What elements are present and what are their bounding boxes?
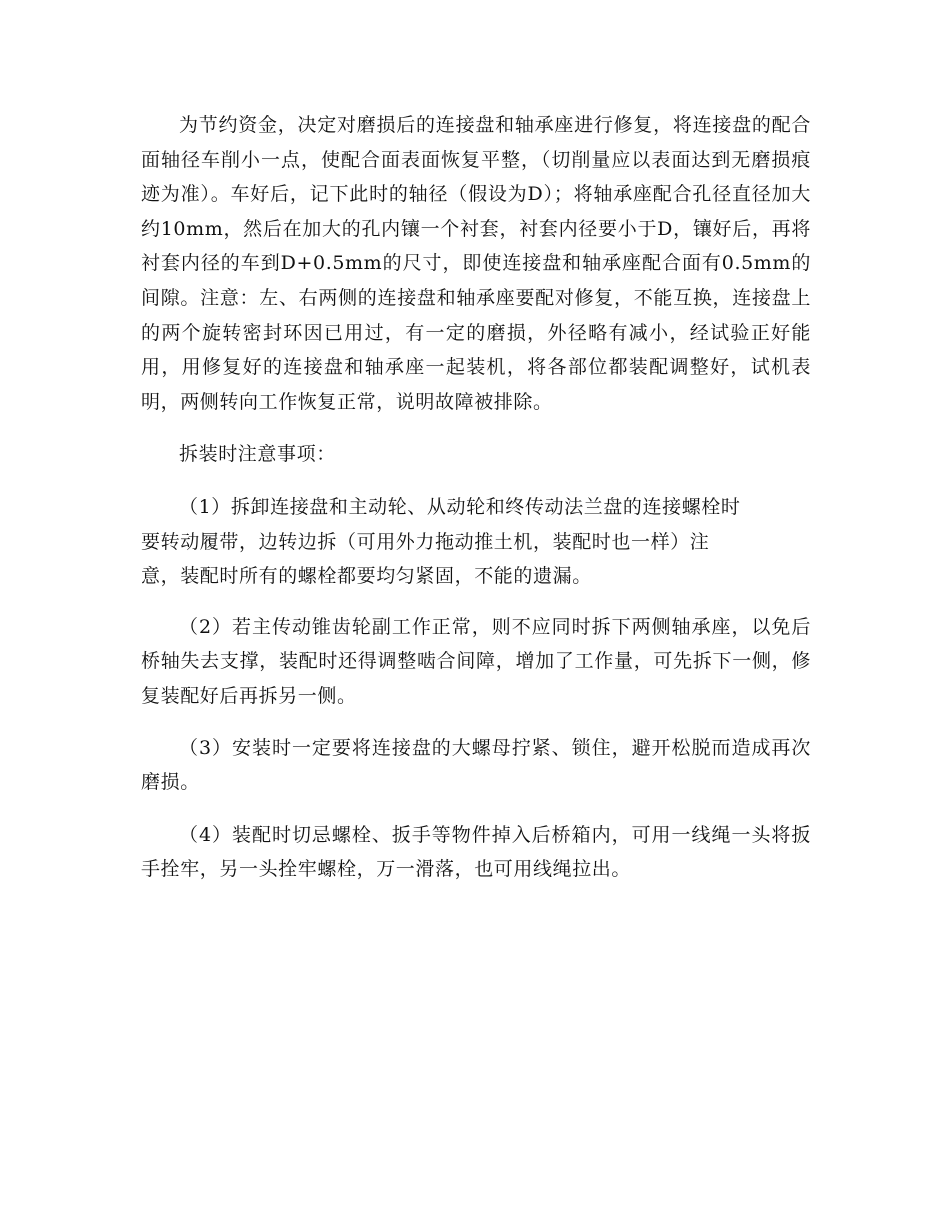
item-1-line-2: 要转动履带，边转边拆（可用外力拖动推土机，装配时也一样）注 bbox=[141, 530, 710, 553]
document-body bbox=[141, 108, 811, 887]
paragraph-item-3: （3）安装时一定要将连接盘的大螺母拧紧、锁住，避开松脱而造成再次磨损。 bbox=[141, 736, 811, 794]
paragraph-item-2: （2）若主传动锥齿轮副工作正常，则不应同时拆下两侧轴承座，以免后桥轴失去支撑，装配时还得调整啮合间障，增加了工作量，可先拆下一侧，修复装配好后再拆另一侧。 bbox=[141, 615, 811, 707]
item-1-line-3: 意，装配时所有的螺栓都要均匀紧固，不能的遗漏。 bbox=[141, 565, 592, 588]
paragraph-precautions-heading: 拆装时注意事项： bbox=[179, 443, 336, 466]
paragraph-item-1 bbox=[141, 490, 811, 594]
item-1-line-1: （1）拆卸连接盘和主动轮、从动轮和终传动法兰盘的连接螺栓时 bbox=[179, 495, 741, 518]
paragraph-repair-method: 为节约资金，决定对磨损后的连接盘和轴承座进行修复，将连接盘的配合面轴径车削小一点，使配合面表面恢复平整，（切削量应以表面达到无磨损痕迹为准）。车好后，记下此时的轴径（假设为D）；将轴承座配合孔径直径加大约10mm，然后在加大的孔内镶一个衬套，衬套内径要小于D，镶好后，再将衬套内径的车到D+0.5mm的尺寸，即使连接盘和轴承座配合面有0.5mm的间隙。注意：左、右两侧的连接盘和轴承座要配对修复，不能互换，连接盘上的两个旋转密封环因已用过，有一定的磨损，外径略有减小，经试验正好能用，用修复好的连接盘和轴承座一起装机，将各部位都装配调整好，试机表明，两侧转向工作恢复正常，说明故障被排除。 bbox=[141, 114, 811, 413]
paragraph-item-4: （4）装配时切忌螺栓、扳手等物件掉入后桥箱内，可用一线绳一头将扳手拴牢，另一头拴牢螺栓，万一滑落，也可用线绳拉出。 bbox=[141, 823, 811, 881]
